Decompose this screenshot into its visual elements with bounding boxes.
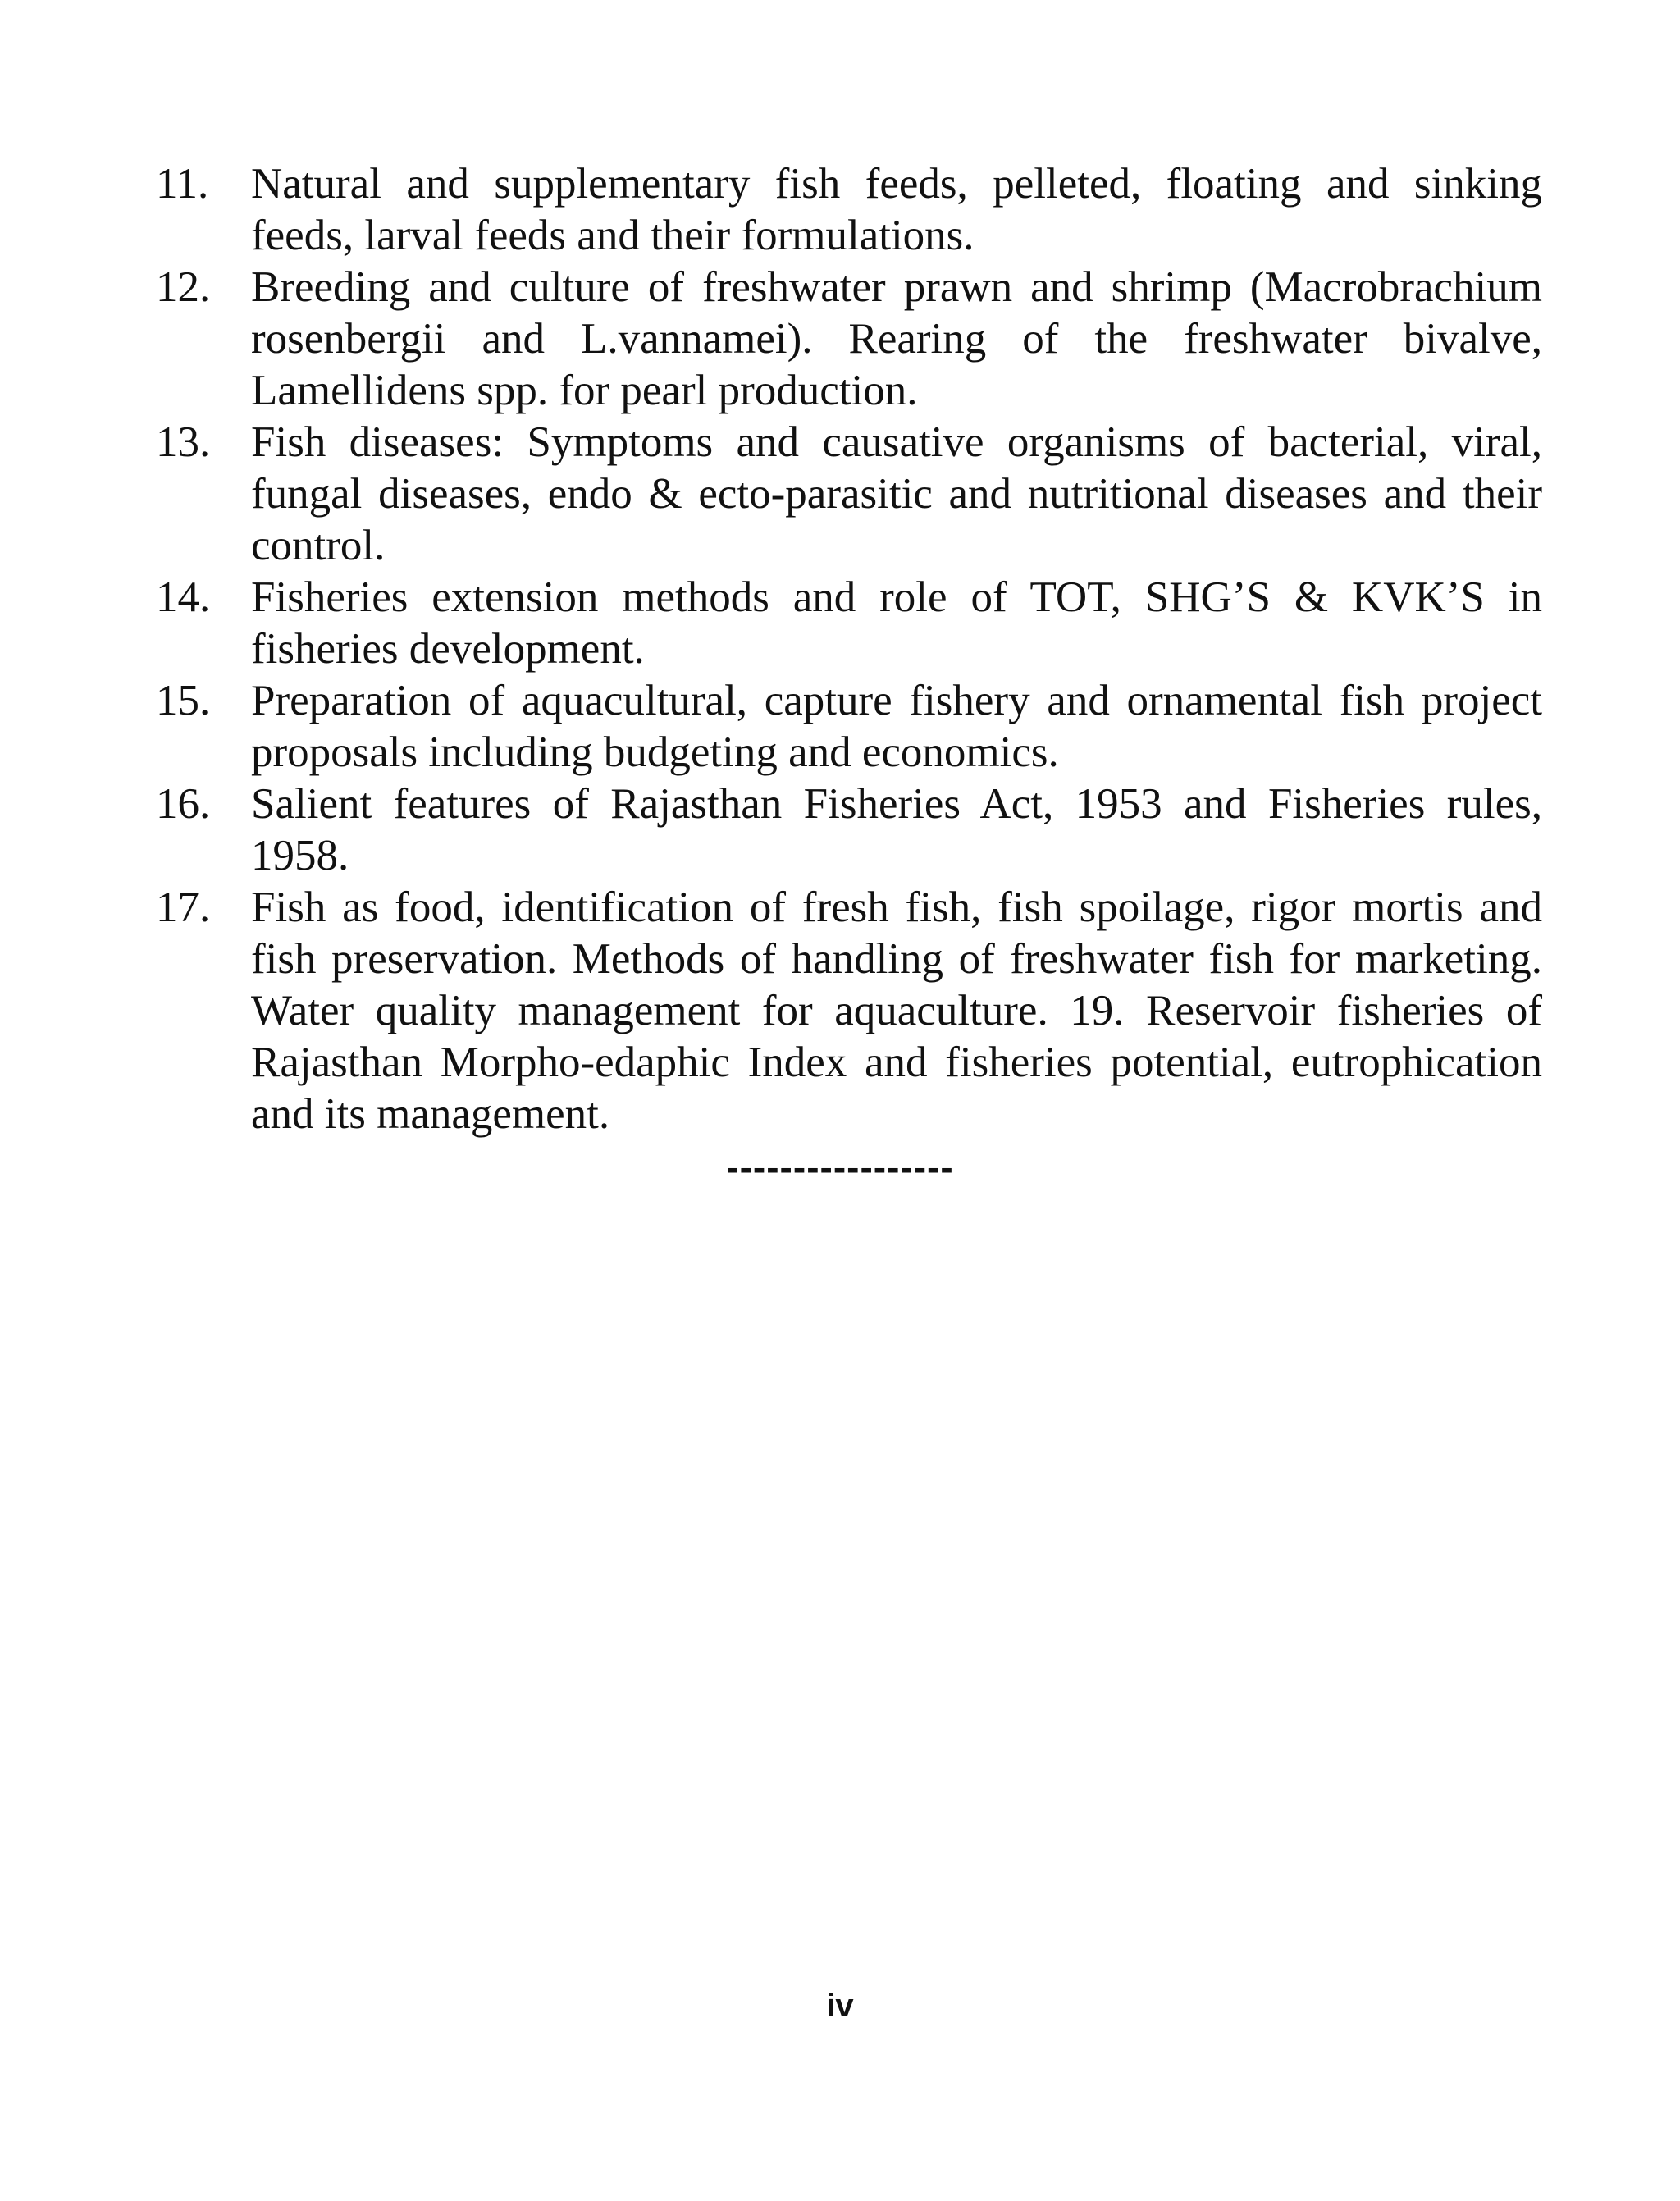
- syllabus-list: [156, 158, 1542, 1140]
- item-number: 17.: [156, 884, 211, 931]
- list-item: [156, 262, 1542, 417]
- item-text: Preparation of aquacultural, capture fishery and ornamental fish project proposals including budgeting and economics.: [251, 677, 1542, 776]
- list-item: [156, 675, 1542, 779]
- item-text: Salient features of Rajasthan Fisheries Act, 1953 and Fisheries rules, 1958.: [251, 780, 1542, 879]
- item-text: Fisheries extension methods and role of TOT, SHG’S & KVK’S in fisheries development.: [251, 573, 1542, 673]
- item-text: Natural and supplementary fish feeds, pelleted, floating and sinking feeds, larval feeds and their formulations.: [251, 160, 1542, 259]
- item-number: 15.: [156, 677, 211, 724]
- list-item: [156, 417, 1542, 572]
- item-number: 11.: [156, 160, 209, 208]
- page-number: iv: [826, 1988, 854, 2024]
- item-number: 14.: [156, 573, 211, 621]
- item-text: Breeding and culture of freshwater prawn and shrimp (Macrobrachium rosenbergii and L.vannamei). Rearing of the freshwater bivalve, Lamellidens spp. for pearl production.: [251, 263, 1542, 414]
- list-item: [156, 572, 1542, 675]
- section-separator: -----------------: [726, 1146, 954, 1189]
- item-number: 16.: [156, 780, 211, 828]
- list-item: [156, 779, 1542, 882]
- item-number: 12.: [156, 263, 211, 311]
- item-number: 13.: [156, 418, 211, 466]
- item-text: Fish as food, identification of fresh fish, fish spoilage, rigor mortis and fish preservation. Methods of handling of freshwater fish for marketing. Water quality management for aquaculture. 19. Reservoir fisheries of Rajasthan Morpho-edaphic Index and fisheries potential, eutrophication and its management.: [251, 884, 1542, 1138]
- list-item: [156, 158, 1542, 262]
- item-text: Fish diseases: Symptoms and causative organisms of bacterial, viral, fungal diseases, endo & ecto-parasitic and nutritional diseases and their control.: [251, 418, 1542, 569]
- list-item: [156, 882, 1542, 1140]
